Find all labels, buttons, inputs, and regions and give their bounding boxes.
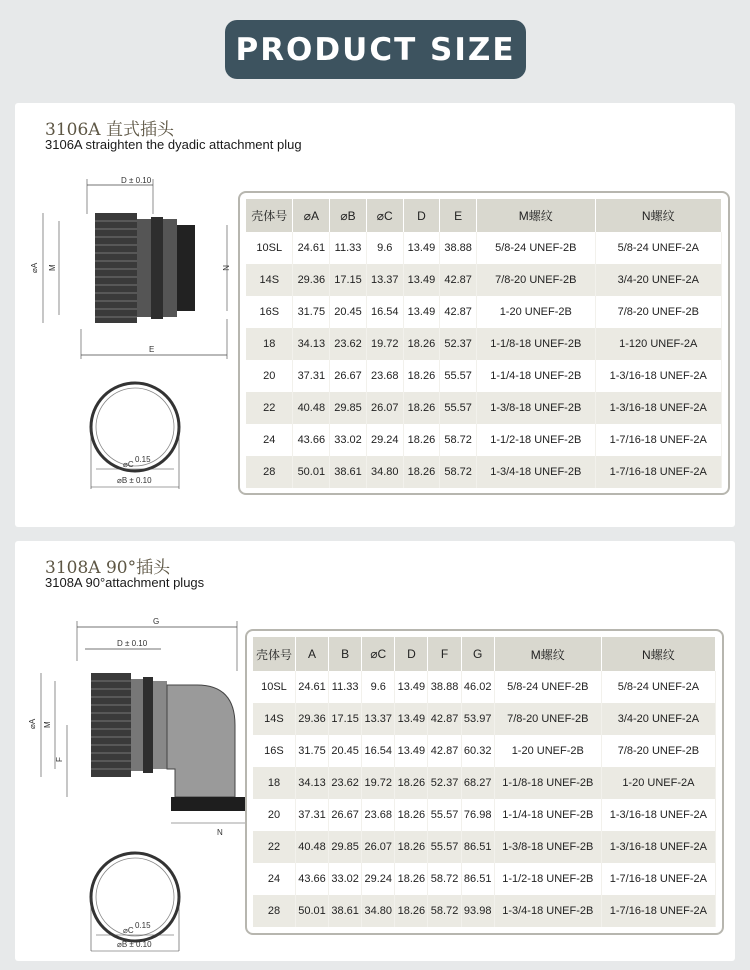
table-cell: 29.85 xyxy=(329,831,362,863)
table-cell: 1-3/16-18 UNEF-2A xyxy=(595,360,721,392)
table-cell: 40.48 xyxy=(293,392,330,424)
table-cell: 26.07 xyxy=(362,831,395,863)
dim-f-label: F xyxy=(55,757,64,762)
table-cell: 58.72 xyxy=(428,863,461,895)
table-cell: 42.87 xyxy=(428,703,461,735)
table-cell: 1-1/8-18 UNEF-2B xyxy=(477,328,596,360)
table-cell: 68.27 xyxy=(461,767,494,799)
table-cell: 1-3/4-18 UNEF-2B xyxy=(477,456,596,488)
table-cell: 29.36 xyxy=(293,264,330,296)
table-cell: 1-3/8-18 UNEF-2B xyxy=(494,831,601,863)
table-cell: 1-120 UNEF-2A xyxy=(595,328,721,360)
table-row xyxy=(246,296,722,328)
column-header: B xyxy=(329,637,362,671)
table-cell: 1-20 UNEF-2B xyxy=(494,735,601,767)
dim-d-label: D ± 0.10 xyxy=(121,176,152,185)
spec-table-frame xyxy=(238,191,730,495)
column-header: ⌀C xyxy=(366,199,403,232)
table-cell: 18 xyxy=(253,767,295,799)
table-cell: 20.45 xyxy=(329,735,362,767)
column-header: D xyxy=(403,199,440,232)
table-cell: 55.57 xyxy=(428,831,461,863)
dim-b-label: ⌀B ± 0.10 xyxy=(117,940,152,949)
table-cell: 1-3/16-18 UNEF-2A xyxy=(595,392,721,424)
table-cell: 7/8-20 UNEF-2B xyxy=(477,264,596,296)
table-cell: 18.26 xyxy=(403,328,440,360)
table-cell: 16S xyxy=(253,735,295,767)
table-cell: 26.67 xyxy=(329,799,362,831)
column-header: N螺纹 xyxy=(595,199,721,232)
section-title-en: 3106A straighten the dyadic attachment plug xyxy=(45,137,302,152)
dim-n-label: N xyxy=(217,828,223,837)
dim-c-label: ⌀C xyxy=(123,926,134,935)
section-title-en: 3108A 90°attachment plugs xyxy=(45,575,205,590)
table-cell: 13.49 xyxy=(403,264,440,296)
section-title-cn: 3108A 90°插头 xyxy=(45,558,171,578)
table-cell: 1-3/16-18 UNEF-2A xyxy=(601,831,715,863)
table-cell: 43.66 xyxy=(293,424,330,456)
table-cell: 24 xyxy=(246,424,293,456)
table-cell: 37.31 xyxy=(293,360,330,392)
table-cell: 31.75 xyxy=(295,735,328,767)
table-cell: 1-7/16-18 UNEF-2A xyxy=(601,895,715,927)
table-cell: 55.57 xyxy=(440,392,477,424)
dim-a-label: ⌀A xyxy=(30,262,39,273)
table-cell: 31.75 xyxy=(293,296,330,328)
table-cell: 23.62 xyxy=(329,767,362,799)
table-cell: 1-20 UNEF-2B xyxy=(477,296,596,328)
table-header-row xyxy=(246,199,722,232)
table-cell: 38.88 xyxy=(440,232,477,264)
table-row xyxy=(246,392,722,424)
table-cell: 13.49 xyxy=(395,735,428,767)
table-cell: 23.68 xyxy=(362,799,395,831)
table-cell: 76.98 xyxy=(461,799,494,831)
table-row xyxy=(246,456,722,488)
table-cell: 1-1/2-18 UNEF-2B xyxy=(494,863,601,895)
table-cell: 29.24 xyxy=(362,863,395,895)
spec-table-3106a xyxy=(246,199,722,488)
table-cell: 26.67 xyxy=(330,360,367,392)
table-cell: 18.26 xyxy=(395,863,428,895)
table-cell: 38.88 xyxy=(428,671,461,703)
table-cell: 29.85 xyxy=(330,392,367,424)
spec-table-3108a xyxy=(253,637,716,927)
table-cell: 58.72 xyxy=(440,456,477,488)
column-header: A xyxy=(295,637,328,671)
table-cell: 60.32 xyxy=(461,735,494,767)
table-row xyxy=(253,895,716,927)
table-cell: 13.37 xyxy=(362,703,395,735)
dim-a-label: ⌀A xyxy=(28,718,37,729)
table-header-row xyxy=(253,637,716,671)
table-cell: 40.48 xyxy=(295,831,328,863)
table-cell: 17.15 xyxy=(330,264,367,296)
table-cell: 1-1/8-18 UNEF-2B xyxy=(494,767,601,799)
table-cell: 13.49 xyxy=(395,703,428,735)
table-cell: 26.07 xyxy=(366,392,403,424)
table-cell: 34.13 xyxy=(293,328,330,360)
table-cell: 14S xyxy=(253,703,295,735)
dim-b-label: ⌀B ± 0.10 xyxy=(117,476,152,485)
table-row xyxy=(253,703,716,735)
column-header: N螺纹 xyxy=(601,637,715,671)
table-row xyxy=(246,424,722,456)
table-row xyxy=(246,264,722,296)
table-cell: 42.87 xyxy=(428,735,461,767)
table-cell: 20 xyxy=(253,799,295,831)
spec-table-frame xyxy=(245,629,724,935)
table-cell: 22 xyxy=(246,392,293,424)
table-cell: 10SL xyxy=(246,232,293,264)
dim-g-label: G xyxy=(153,617,160,626)
column-header: G xyxy=(461,637,494,671)
table-cell: 18 xyxy=(246,328,293,360)
table-cell: 37.31 xyxy=(295,799,328,831)
column-header: ⌀B xyxy=(330,199,367,232)
table-cell: 22 xyxy=(253,831,295,863)
table-cell: 42.87 xyxy=(440,264,477,296)
table-cell: 58.72 xyxy=(440,424,477,456)
table-cell: 29.24 xyxy=(366,424,403,456)
dim-e-label: E xyxy=(149,345,155,354)
table-cell: 17.15 xyxy=(329,703,362,735)
section-title-cn: 3106A 直式插头 xyxy=(45,120,174,140)
table-cell: 10SL xyxy=(253,671,295,703)
table-cell: 50.01 xyxy=(293,456,330,488)
table-cell: 33.02 xyxy=(329,863,362,895)
table-cell: 34.80 xyxy=(366,456,403,488)
column-header: E xyxy=(440,199,477,232)
column-header: M螺纹 xyxy=(477,199,596,232)
table-cell: 20.45 xyxy=(330,296,367,328)
table-cell: 16.54 xyxy=(362,735,395,767)
table-cell: 14S xyxy=(246,264,293,296)
table-cell: 18.26 xyxy=(403,424,440,456)
table-cell: 16S xyxy=(246,296,293,328)
table-row xyxy=(253,831,716,863)
table-cell: 18.26 xyxy=(395,831,428,863)
straight-plug-drawing xyxy=(25,169,235,519)
table-cell: 86.51 xyxy=(461,863,494,895)
table-cell: 58.72 xyxy=(428,895,461,927)
table-cell: 24.61 xyxy=(295,671,328,703)
table-cell: 38.61 xyxy=(329,895,362,927)
table-cell: 18.26 xyxy=(395,799,428,831)
table-cell: 1-3/4-18 UNEF-2B xyxy=(494,895,601,927)
table-cell: 1-7/16-18 UNEF-2A xyxy=(601,863,715,895)
dim-c-tolerance: 0.15 xyxy=(135,921,151,930)
column-header: ⌀C xyxy=(362,637,395,671)
dim-m-label: M xyxy=(48,264,57,271)
dim-n-label: N xyxy=(221,265,230,271)
angle-plug-drawing xyxy=(25,601,245,961)
table-cell: 13.37 xyxy=(366,264,403,296)
table-cell: 20 xyxy=(246,360,293,392)
table-cell: 1-1/4-18 UNEF-2B xyxy=(494,799,601,831)
dim-m-label: M xyxy=(43,721,52,728)
table-cell: 11.33 xyxy=(329,671,362,703)
table-cell: 34.13 xyxy=(295,767,328,799)
table-cell: 1-3/16-18 UNEF-2A xyxy=(601,799,715,831)
table-row xyxy=(253,863,716,895)
table-cell: 13.49 xyxy=(395,671,428,703)
column-header: ⌀A xyxy=(293,199,330,232)
table-cell: 16.54 xyxy=(366,296,403,328)
table-cell: 1-1/4-18 UNEF-2B xyxy=(477,360,596,392)
table-cell: 9.6 xyxy=(362,671,395,703)
table-cell: 1-20 UNEF-2A xyxy=(601,767,715,799)
table-row xyxy=(246,360,722,392)
column-header: 壳体号 xyxy=(253,637,295,671)
table-cell: 23.62 xyxy=(330,328,367,360)
table-cell: 5/8-24 UNEF-2B xyxy=(477,232,596,264)
section-3108a xyxy=(15,541,735,961)
table-cell: 3/4-20 UNEF-2A xyxy=(601,703,715,735)
table-cell: 93.98 xyxy=(461,895,494,927)
table-cell: 19.72 xyxy=(366,328,403,360)
table-cell: 24 xyxy=(253,863,295,895)
column-header: 壳体号 xyxy=(246,199,293,232)
table-cell: 9.6 xyxy=(366,232,403,264)
table-cell: 28 xyxy=(246,456,293,488)
table-cell: 42.87 xyxy=(440,296,477,328)
table-cell: 7/8-20 UNEF-2B xyxy=(601,735,715,767)
table-cell: 7/8-20 UNEF-2B xyxy=(595,296,721,328)
table-cell: 86.51 xyxy=(461,831,494,863)
table-cell: 1-7/16-18 UNEF-2A xyxy=(595,424,721,456)
table-cell: 29.36 xyxy=(295,703,328,735)
table-row xyxy=(246,232,722,264)
product-size-banner: PRODUCT SIZE xyxy=(225,20,526,79)
table-cell: 18.26 xyxy=(395,767,428,799)
table-cell: 13.49 xyxy=(403,232,440,264)
table-cell: 3/4-20 UNEF-2A xyxy=(595,264,721,296)
column-header: D xyxy=(395,637,428,671)
dim-d-label: D ± 0.10 xyxy=(117,639,148,648)
column-header: M螺纹 xyxy=(494,637,601,671)
table-row xyxy=(246,328,722,360)
dim-c-tolerance: 0.15 xyxy=(135,455,151,464)
table-cell: 1-3/8-18 UNEF-2B xyxy=(477,392,596,424)
table-row xyxy=(253,767,716,799)
table-cell: 18.26 xyxy=(403,456,440,488)
table-cell: 18.26 xyxy=(403,360,440,392)
table-cell: 24.61 xyxy=(293,232,330,264)
table-cell: 46.02 xyxy=(461,671,494,703)
table-cell: 13.49 xyxy=(403,296,440,328)
table-cell: 43.66 xyxy=(295,863,328,895)
table-cell: 1-1/2-18 UNEF-2B xyxy=(477,424,596,456)
table-cell: 55.57 xyxy=(440,360,477,392)
table-cell: 5/8-24 UNEF-2A xyxy=(595,232,721,264)
table-cell: 5/8-24 UNEF-2A xyxy=(601,671,715,703)
table-cell: 28 xyxy=(253,895,295,927)
table-row xyxy=(253,735,716,767)
table-cell: 55.57 xyxy=(428,799,461,831)
table-cell: 7/8-20 UNEF-2B xyxy=(494,703,601,735)
section-3106a xyxy=(15,103,735,527)
table-row xyxy=(253,671,716,703)
table-cell: 53.97 xyxy=(461,703,494,735)
table-row xyxy=(253,799,716,831)
table-cell: 38.61 xyxy=(330,456,367,488)
table-cell: 50.01 xyxy=(295,895,328,927)
dim-c-label: ⌀C xyxy=(123,460,134,469)
table-cell: 19.72 xyxy=(362,767,395,799)
column-header: F xyxy=(428,637,461,671)
table-cell: 1-7/16-18 UNEF-2A xyxy=(595,456,721,488)
table-cell: 23.68 xyxy=(366,360,403,392)
table-cell: 52.37 xyxy=(440,328,477,360)
table-cell: 18.26 xyxy=(395,895,428,927)
table-cell: 11.33 xyxy=(330,232,367,264)
table-cell: 18.26 xyxy=(403,392,440,424)
table-cell: 52.37 xyxy=(428,767,461,799)
table-cell: 33.02 xyxy=(330,424,367,456)
table-cell: 34.80 xyxy=(362,895,395,927)
table-cell: 5/8-24 UNEF-2B xyxy=(494,671,601,703)
